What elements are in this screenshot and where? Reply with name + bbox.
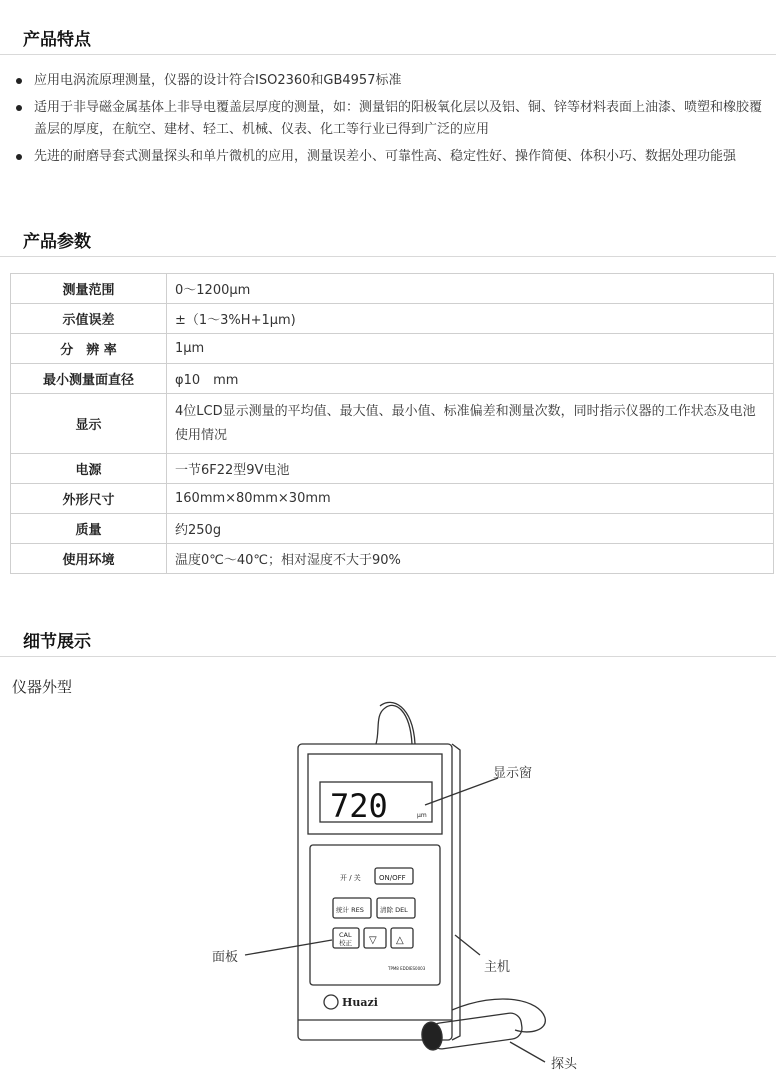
- param-key: 显示: [11, 394, 167, 454]
- display-unit: μm: [417, 812, 427, 819]
- keypad-panel: [310, 845, 440, 985]
- table-row: [11, 544, 774, 574]
- probe-body: [429, 1012, 524, 1051]
- param-value: 一节6F22型9V电池: [167, 454, 774, 484]
- param-key: 分 辨 率: [11, 334, 167, 364]
- feature-item: 先进的耐磨导套式测量探头和单片微机的应用，测量误差小、可靠性高、稳定性好、操作简便、体积小巧、数据处理功能强: [0, 146, 776, 168]
- param-key: 质量: [11, 514, 167, 544]
- cal-label-bottom: 校正: [339, 939, 352, 947]
- param-key: 测量范围: [11, 274, 167, 304]
- detail-section-header: [0, 623, 776, 657]
- param-key: 最小测量面直径: [11, 364, 167, 394]
- table-row: [11, 394, 774, 454]
- param-value: 0～1200μm: [167, 274, 774, 304]
- down-arrow-icon: ▽: [369, 935, 377, 946]
- stat-label: 统计 RES: [336, 906, 364, 914]
- param-value: ±（1～3%H+1μm): [167, 304, 774, 334]
- power-label-cn: 开 / 关: [340, 874, 361, 882]
- cal-label-top: CAL: [339, 931, 352, 939]
- up-arrow-icon: △: [396, 935, 404, 946]
- label-panel: 面板: [212, 950, 239, 965]
- param-key: 使用环境: [11, 544, 167, 574]
- params-title: 产品参数: [23, 232, 91, 252]
- param-value: 1μm: [167, 334, 774, 364]
- leader-main: [455, 935, 480, 955]
- table-row: [11, 364, 774, 394]
- label-display-window: 显示窗: [493, 766, 533, 781]
- clear-label: 清除 DEL: [380, 906, 408, 914]
- brand-logo-icon: [324, 995, 338, 1009]
- features-title: 产品特点: [23, 30, 91, 50]
- param-key: 示值误差: [11, 304, 167, 334]
- param-value: 4位LCD显示测量的平均值、最大值、最小值、标准偏差和测量次数，同时指示仪器的工作状态及电池使用情况: [167, 394, 774, 454]
- table-row: [11, 514, 774, 544]
- bullet-icon: [16, 154, 22, 160]
- power-label-en: ON/OFF: [379, 874, 406, 882]
- param-value: 温度0℃～40℃；相对湿度不大于90%: [167, 544, 774, 574]
- label-main-unit: 主机: [484, 960, 511, 975]
- param-value: φ10 mm: [167, 364, 774, 394]
- features-list: [0, 70, 776, 173]
- params-table: [10, 273, 774, 574]
- feature-item: 应用电涡流原理测量，仪器的设计符合ISO2360和GB4957标准: [0, 70, 776, 92]
- table-row: [11, 454, 774, 484]
- bullet-icon: [16, 78, 22, 84]
- param-key: 外形尺寸: [11, 484, 167, 514]
- param-value: 约250g: [167, 514, 774, 544]
- table-row: [11, 304, 774, 334]
- display-reading: 720: [330, 787, 388, 825]
- table-row: [11, 274, 774, 304]
- brand-label: Huazi: [342, 996, 378, 1009]
- detail-title: 细节展示: [23, 632, 91, 652]
- model-label: TPM8 EDDIES0003: [388, 966, 426, 971]
- feature-item: 适用于非导磁金属基体上非导电覆盖层厚度的测量，如：测量铝的阳极氧化层以及铝、铜、锌等材料表面上油漆、喷塑和橡胶覆盖层的厚度，在航空、建材、轻工、机械、仪表、化工等行业已得到广泛的应用: [0, 97, 776, 141]
- device-subtitle: 仪器外型: [12, 678, 73, 696]
- top-cable: [376, 705, 412, 744]
- bullet-icon: [16, 105, 22, 111]
- features-section-header: [0, 21, 776, 55]
- leader-probe: [510, 1042, 545, 1062]
- table-row: [11, 334, 774, 364]
- leader-panel: [245, 940, 332, 955]
- label-probe: 探头: [551, 1057, 578, 1072]
- table-row: [11, 484, 774, 514]
- probe-cable: [452, 999, 545, 1032]
- param-value: 160mm×80mm×30mm: [167, 484, 774, 514]
- params-section-header: [0, 223, 776, 257]
- param-key: 电源: [11, 454, 167, 484]
- device-illustration: [180, 700, 600, 1085]
- leader-display: [425, 778, 498, 805]
